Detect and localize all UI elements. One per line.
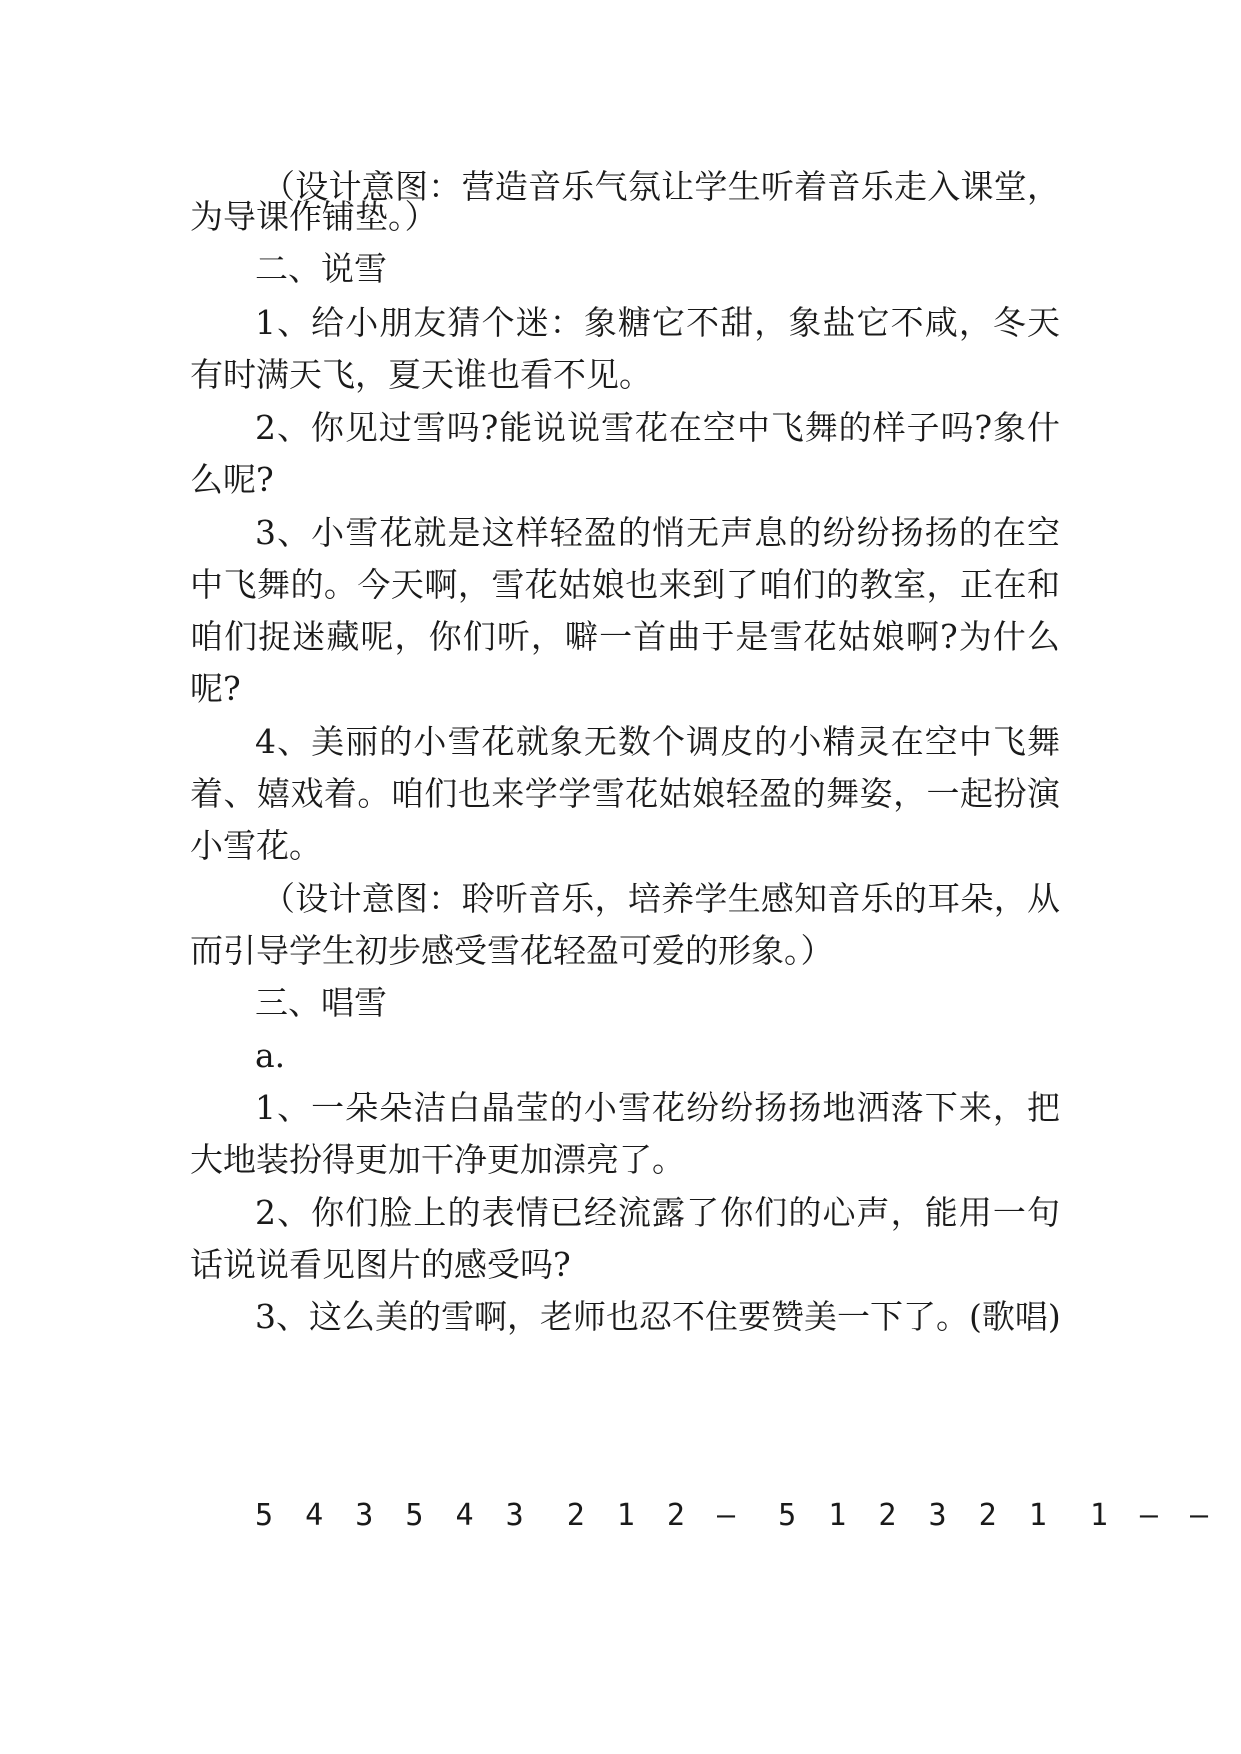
snowflake-paragraph-line: 呢?: [190, 669, 241, 708]
design-intent-paragraph-line: 为导课作铺垫。）: [190, 197, 438, 236]
section-heading-shuo-xue: 二、说雪: [255, 249, 387, 288]
dance-paragraph-line: 小雪花。: [190, 826, 322, 865]
riddle-paragraph-line: 有时满天飞，夏天谁也看不见。: [190, 355, 652, 394]
item-label-a: a.: [255, 1036, 286, 1075]
riddle-paragraph-line: 1、给小朋友猜个迷：象糖它不甜，象盐它不咸，冬天: [255, 303, 1060, 342]
section-heading-chang-xue: 三、唱雪: [255, 983, 387, 1022]
score-measure: 1 — —: [1089, 1498, 1216, 1533]
design-intent-paragraph-line: （设计意图：聆听音乐，培养学生感知音乐的耳朵，从: [262, 879, 1060, 918]
score-measure: 5 1 2 3 2 1: [778, 1498, 1054, 1533]
dance-paragraph-line: 4、美丽的小雪花就象无数个调皮的小精灵在空中飞舞: [255, 722, 1060, 761]
snowflake-paragraph-line: 咱们捉迷藏呢，你们听，噼一首曲于是雪花姑娘啊?为什么: [190, 617, 1060, 656]
snowflake-paragraph-line: 中飞舞的。今天啊，雪花姑娘也来到了咱们的教室，正在和: [190, 565, 1060, 604]
scene-paragraph-line: 大地装扮得更加干净更加漂亮了。: [190, 1140, 685, 1179]
numbered-music-notation: [255, 1487, 1216, 1545]
design-intent-paragraph-line: 而引导学生初步感受雪花轻盈可爱的形象。）: [190, 931, 834, 970]
design-intent-paragraph-line: （设计意图：营造音乐气氛让学生听着音乐走入课堂，: [262, 167, 1060, 206]
question-paragraph-line: 2、你见过雪吗?能说说雪花在空中飞舞的样子吗?象什: [255, 408, 1060, 447]
dance-paragraph-line: 着、嬉戏着。咱们也来学学雪花姑娘轻盈的舞姿，一起扮演: [190, 774, 1060, 813]
singing-paragraph-line: 3、这么美的雪啊，老师也忍不住要赞美一下了。(歌唱): [255, 1297, 1061, 1336]
snowflake-paragraph-line: 3、小雪花就是这样轻盈的悄无声息的纷纷扬扬的在空: [255, 513, 1060, 552]
scene-paragraph-line: 1、一朵朵洁白晶莹的小雪花纷纷扬扬地洒落下来，把: [255, 1088, 1060, 1127]
question-paragraph-line: 么呢?: [190, 460, 274, 499]
score-measure: 2 1 2 —: [566, 1498, 743, 1533]
feeling-paragraph-line: 2、你们脸上的表情已经流露了你们的心声，能用一句: [255, 1193, 1060, 1232]
feeling-paragraph-line: 话说说看见图片的感受吗?: [190, 1245, 571, 1284]
score-measure: 5 4 3 5 4 3: [255, 1498, 531, 1533]
